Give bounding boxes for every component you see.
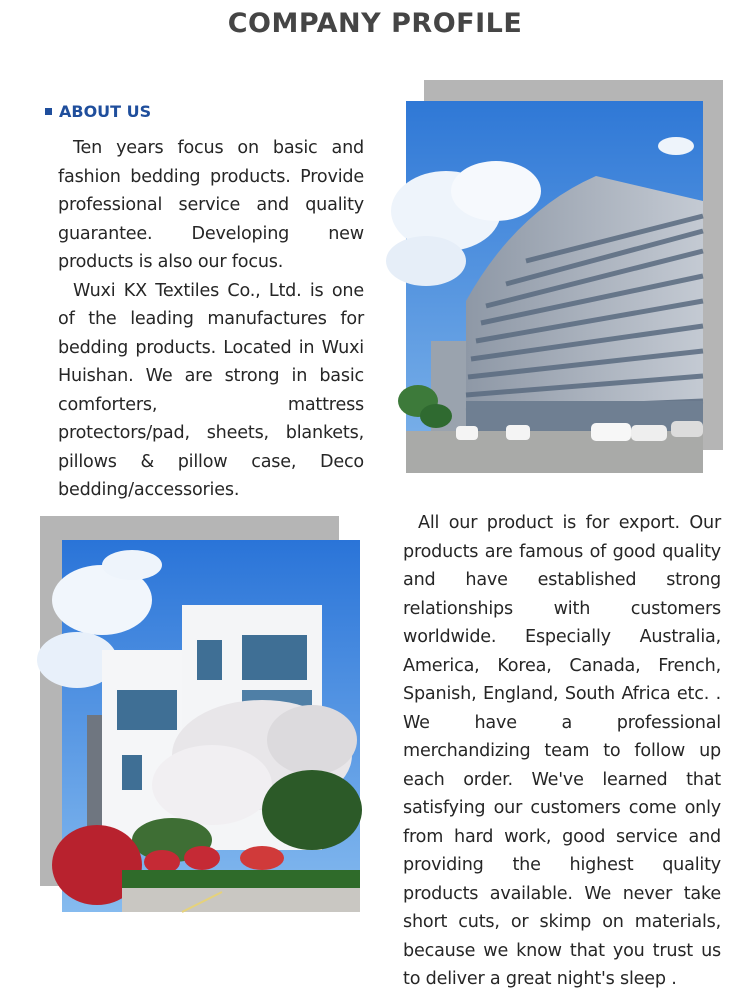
about-us-heading [45, 100, 151, 122]
page-title: COMPANY PROFILE [227, 8, 523, 39]
bullet-square-icon [45, 108, 52, 115]
office-building-photo [406, 101, 703, 473]
about-us-text [58, 134, 364, 505]
export-text [403, 509, 721, 994]
about-paragraph-1: Ten years focus on basic and fashion bedding products. Provide professional service and quality guarantee. Developing new products is also our focus. [58, 138, 364, 272]
factory-building-photo [62, 540, 360, 912]
export-paragraph: All our product is for export. Our products are famous of good quality and have established strong relationships with customers worldwide. Especially Australia, America, Korea, Canada, French, Spanish, England, South Africa etc. . We have a professional merchandizing team to follow up each order. We've learned that satisfying our customers come only from hard work, good service and providing the highest quality products available. We never take short cuts, or skimp on materials, because we know that you trust us to deliver a great night's sleep . [403, 513, 721, 989]
about-us-label: ABOUT US [59, 101, 152, 121]
about-paragraph-2: Wuxi KX Textiles Co., Ltd. is one of the leading manufactures for bedding products. Located in Wuxi Huishan. We are strong in basic comforters, mattress protectors/pad, sheets, blankets, pillows & pillow case, Deco bedding/accessories. [58, 280, 364, 500]
